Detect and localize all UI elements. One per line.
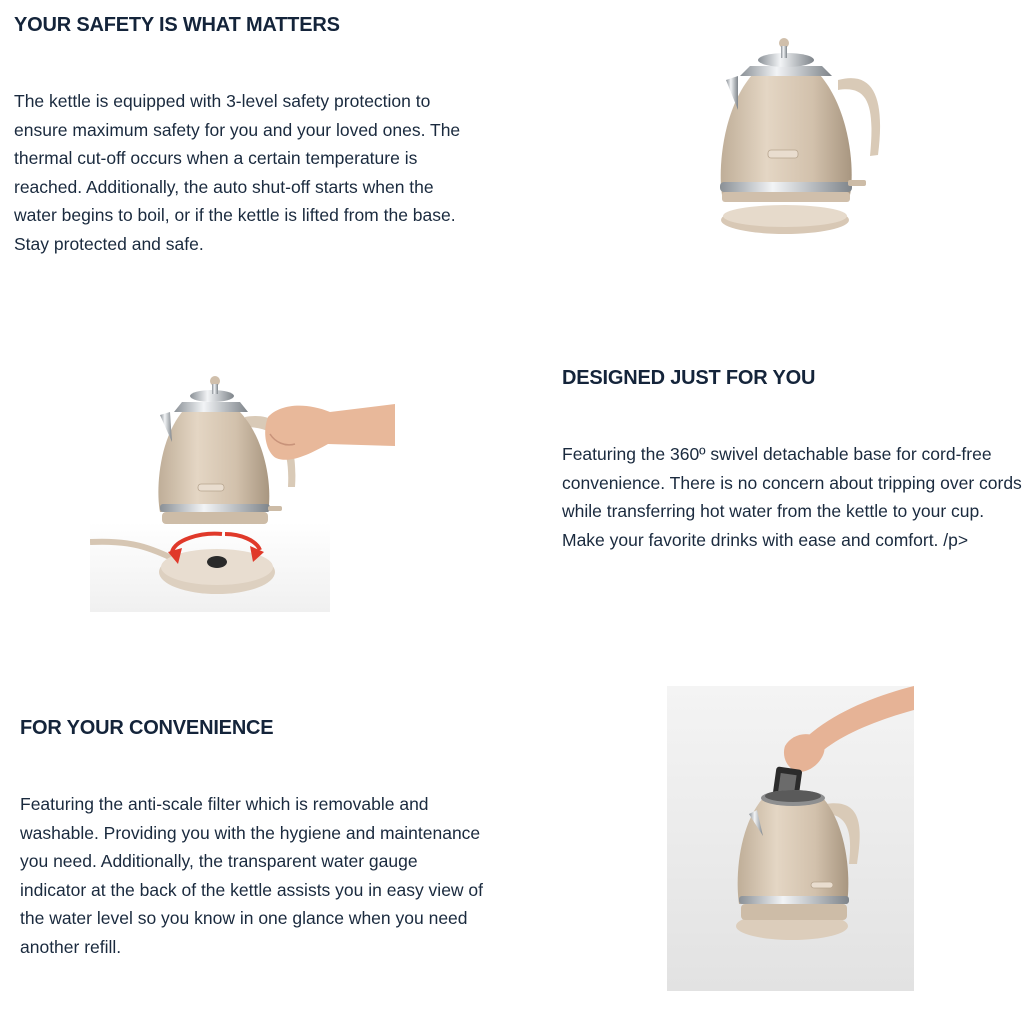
section-title-design: DESIGNED JUST FOR YOU	[562, 367, 816, 389]
kettle-product-image	[700, 30, 890, 245]
section-title-convenience: FOR YOUR CONVENIENCE	[20, 717, 274, 739]
kettle-swivel-base-image	[90, 372, 400, 612]
section-body-design: Featuring the 360º swivel detachable base for cord-free convenience. There is no concern about tripping over cords while transferring hot water from the kettle to your cup. Make your favorite drinks with ease and comfort. /p>	[562, 444, 1022, 550]
section-title-safety: YOUR SAFETY IS WHAT MATTERS	[14, 14, 340, 36]
section-body-safety: The kettle is equipped with 3-level safety protection to ensure maximum safety for you and your loved ones. The thermal cut-off occurs when a certain temperature is reached. Additionally, the auto shut-off starts when the water begins to boil, or if the kettle is lifted from the base. Stay protected and safe.	[14, 91, 461, 254]
kettle-filter-image	[667, 686, 914, 991]
section-body-convenience: Featuring the anti-scale filter which is removable and washable. Providing you with the hygiene and maintenance you need. Additionally, the transparent water gauge indicator at the back of the kettle assists you in easy view of the water level so you know in one glance when you need another refill.	[20, 794, 484, 957]
